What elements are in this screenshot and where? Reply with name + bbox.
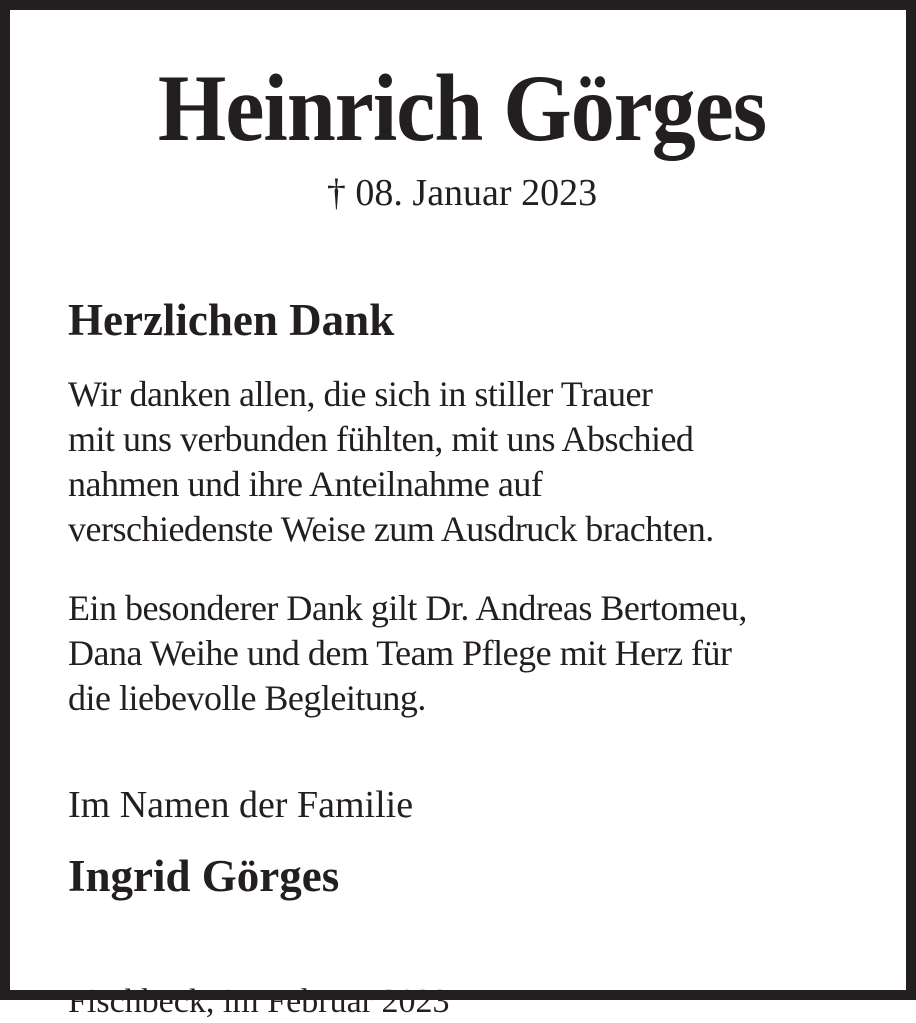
thanks-heading: Herzlichen Dank [68,295,395,346]
text-line: mit uns verbunden fühlten, mit uns Abschied [68,418,694,459]
family-line: Im Namen der Familie [68,783,414,826]
text-line: nahmen und ihre Anteilnahme auf [68,463,543,504]
text-line: Dana Weihe und dem Team Pflege mit Herz für [68,632,732,673]
thanks-paragraph [68,372,856,552]
text-line: die liebevolle Begleitung. [68,677,426,718]
special-thanks-paragraph [68,586,856,721]
mourner-name: Ingrid Görges [68,851,340,902]
place-date-line: Fischbeck, im Februar 2023 [68,982,450,1020]
text-line: Wir danken allen, die sich in stiller Trauer [68,373,653,414]
deceased-name: Heinrich Görges [157,56,767,162]
death-date: † 08. Januar 2023 [326,171,598,214]
text-line: verschiedenste Weise zum Ausdruck brachten. [68,508,714,549]
obituary-content [10,10,906,1020]
text-line: Ein besonderer Dank gilt Dr. Andreas Bertomeu, [68,587,747,628]
